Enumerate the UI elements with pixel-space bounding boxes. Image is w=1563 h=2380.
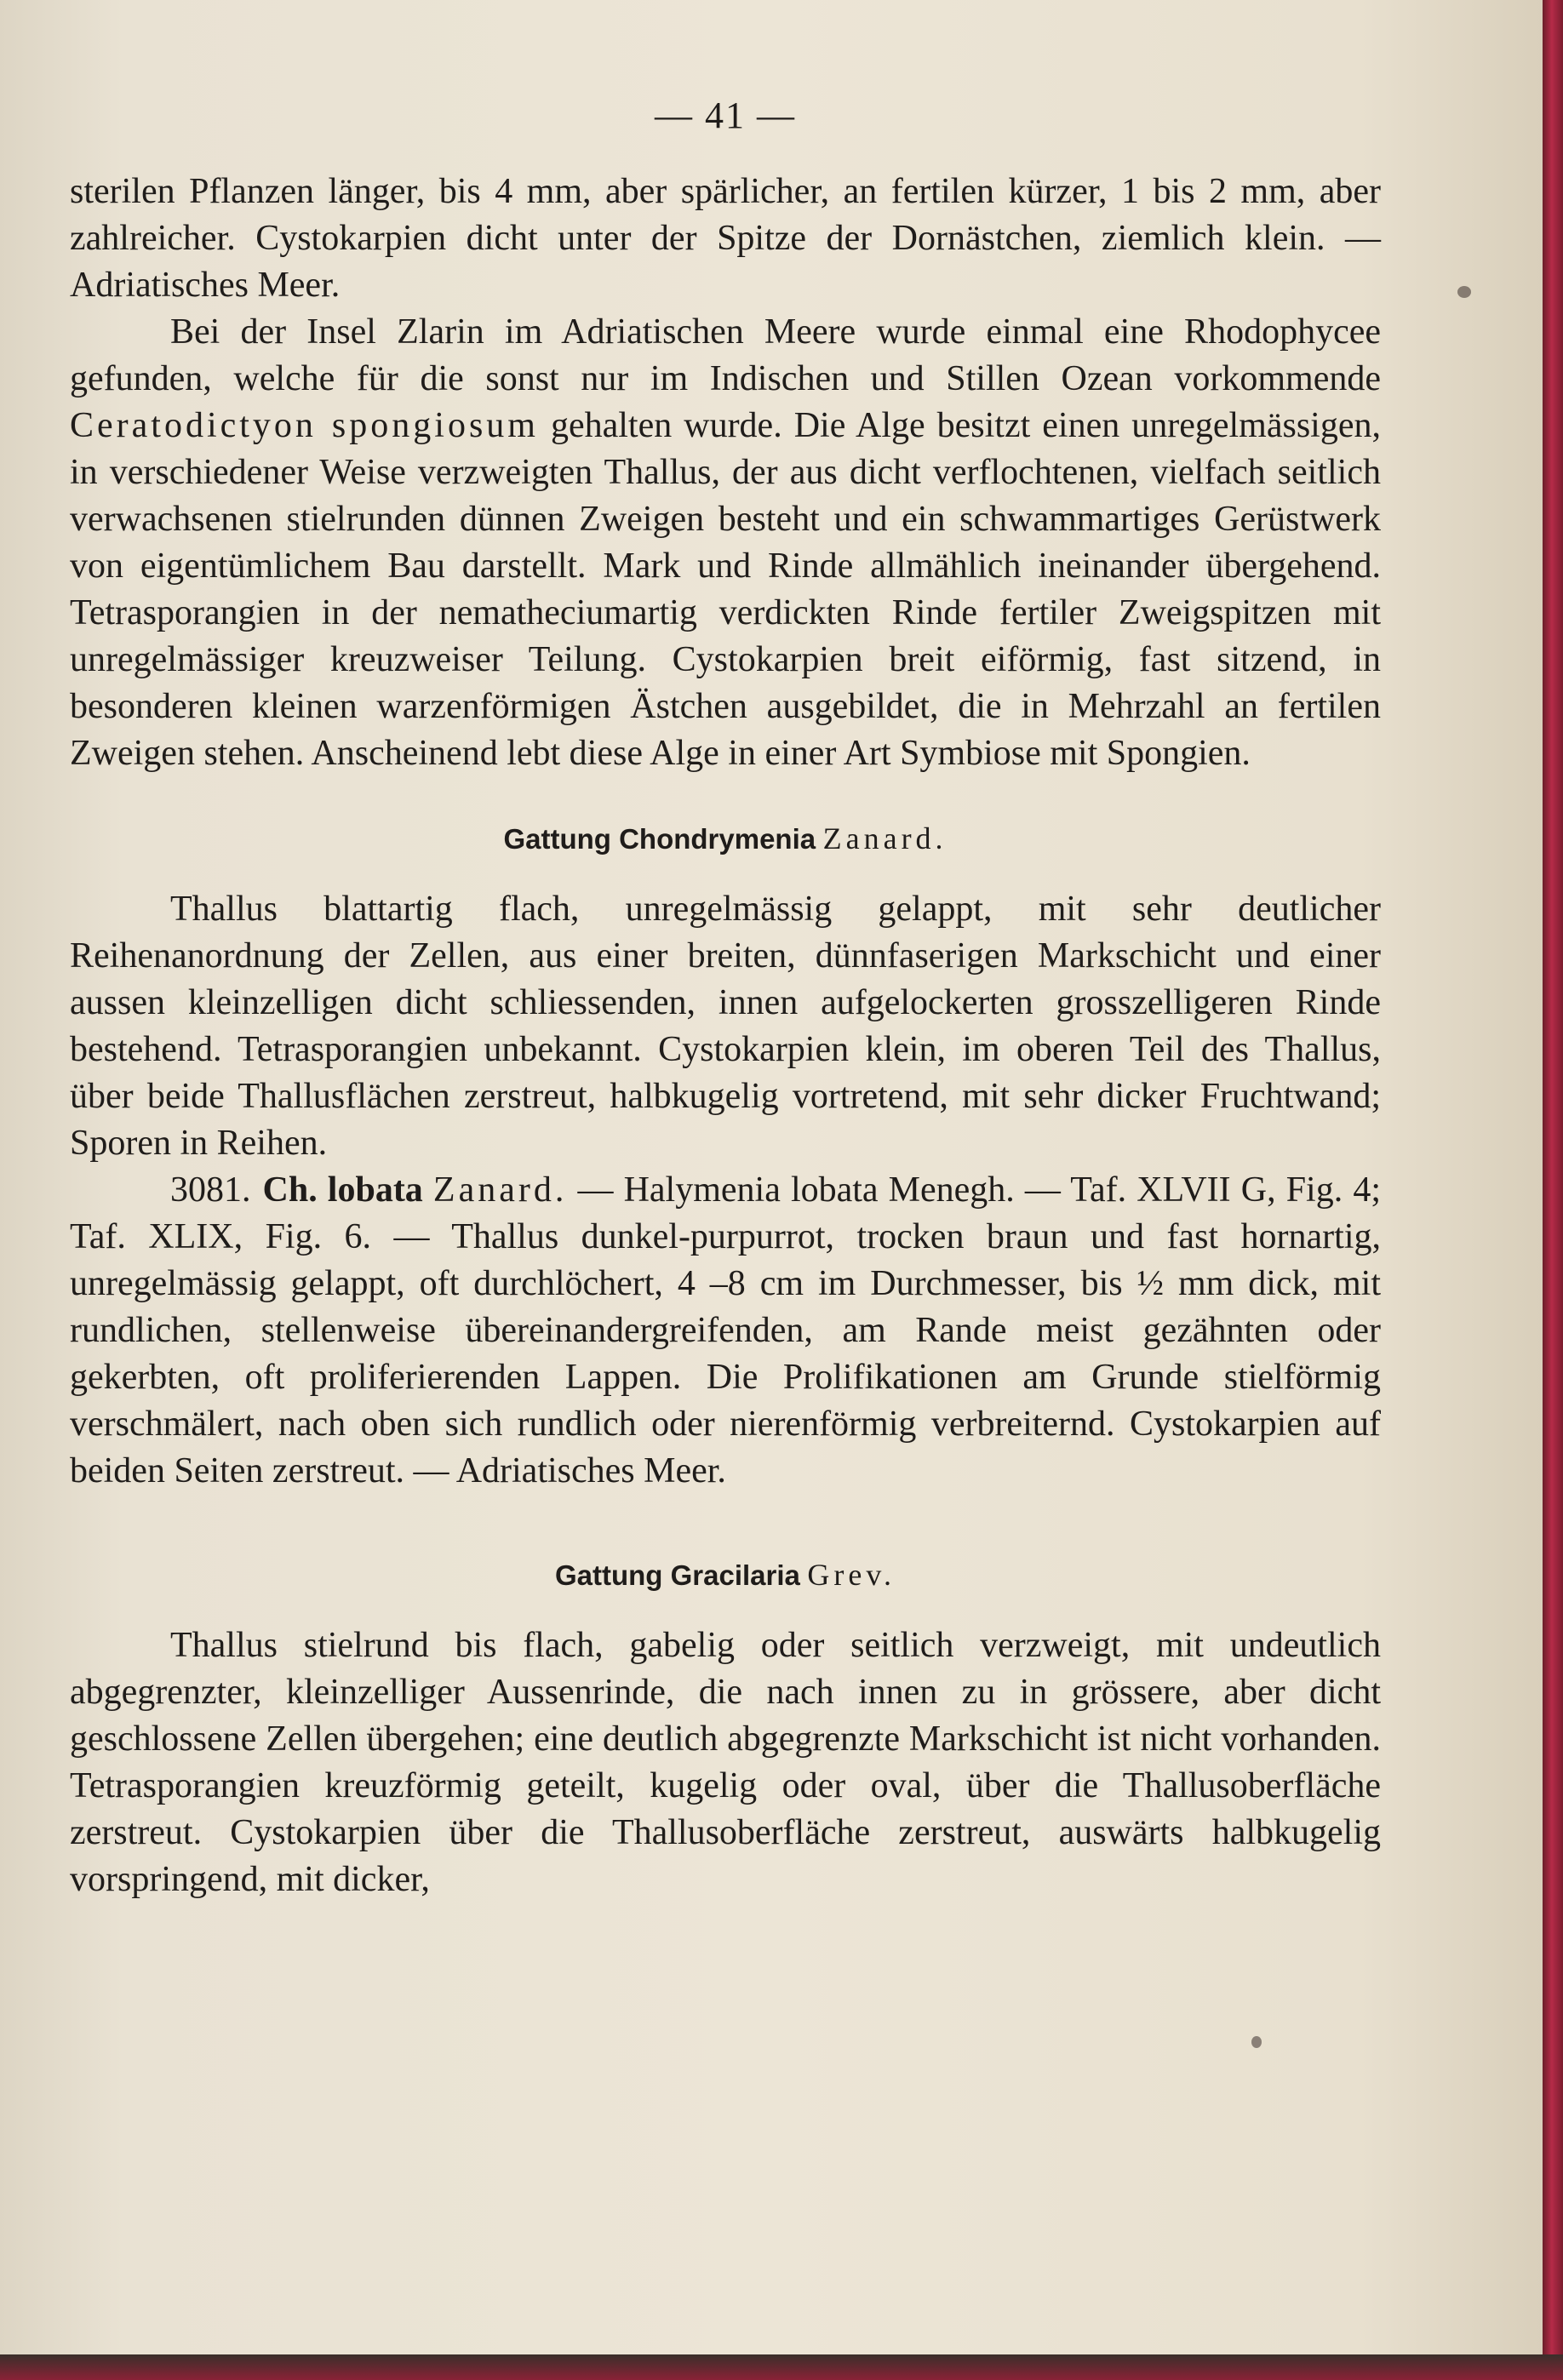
paragraph-text: gehalten wurde. Die Alge besitzt einen unregelmässigen, in verschiedener Weise verzweigten Thallus, der aus dicht verflochtenen, vielfach seitlich verwachsenen stielrunden dünnen Zweigen besteht und ein schwammartiges Gerüstwerk von eigentümlichem Bau darstellt. Mark und Rinde allmählich ineinander übergehend. Tetrasporangien in der nematheciumartig verdickten Rinde fertiler Zweigspitzen mit unregelmässiger kreuzweiser Teilung. Cystokarpien breit eiförmig, fast sitzend, in besonderen kleinen warzenförmigen Ästchen ausgebildet, die in Mehrzahl an fertilen Zweigen stehen. Anscheinend lebt diese Alge in einer Art Symbiose mit Spongien. bbox=[70, 406, 1381, 773]
genus-authority: Zanard. bbox=[822, 821, 948, 855]
paragraph-text: Bei der Insel Zlarin im Adriatischen Meere wurde einmal eine Rhodophycee gefunden, welche für die sonst nur im Indischen und Stillen Ozean vorkommende bbox=[70, 312, 1381, 398]
genus-description-chondrymenia: Thallus blattartig flach, unregelmässig gelappt, mit sehr deutlicher Reihenanordnung der Zellen, aus einer breiten, dünnfaserigen Markschicht und einer aussen kleinzelligen dicht schliessenden, innen aufgelockerten grosszelligeren Rinde bestehend. Tetrasporangien unbekannt. Cystokarpien klein, im oberen Teil des Thallus, über beide Thallusflächen zerstreut, halbkugelig vortretend, mit sehr dicker Fruchtwand; Sporen in Reihen. bbox=[70, 890, 1381, 1163]
section-heading-chondrymenia bbox=[70, 818, 1381, 861]
species-authority: Zanard. bbox=[432, 1170, 568, 1210]
page-content bbox=[70, 94, 1381, 1903]
section-heading-gracilaria bbox=[70, 1554, 1381, 1597]
genus-authority: Grev. bbox=[807, 1558, 896, 1592]
genus-heading: Gattung Gracilaria bbox=[554, 1559, 800, 1591]
paragraph-ceratodictyon bbox=[70, 309, 1381, 777]
page-number: — 41 — bbox=[655, 94, 796, 136]
ink-spot bbox=[1457, 286, 1471, 298]
species-name-spaced: Ceratodictyon spongiosum bbox=[70, 406, 539, 445]
book-edge-bottom bbox=[0, 2354, 1563, 2380]
genus-description-gracilaria: Thallus stielrund bis flach, gabelig oder seitlich verzweigt, mit undeutlich abgegrenzter, kleinzelliger Aussenrinde, die nach innen zu in grössere, aber dicht geschlossene Zellen übergehen; eine deutlich abgegrenzte Markschicht ist nicht vorhanden. Tetrasporangien kreuzförmig geteilt, kugelig oder oval, über die Thallusoberfläche zerstreut. Cystokarpien über die Thallusoberfläche zerstreut, auswärts halbkugelig vorspringend, mit dicker, bbox=[70, 1626, 1381, 1899]
book-edge-right bbox=[1543, 0, 1563, 2380]
species-number: 3081. bbox=[170, 1170, 251, 1210]
species-name: Ch. lobata bbox=[262, 1170, 423, 1210]
species-entry-3081 bbox=[70, 1167, 1381, 1495]
genus-heading: Gattung Chondrymenia bbox=[503, 823, 816, 855]
ink-spot bbox=[1251, 2036, 1262, 2048]
paragraph-continuation: sterilen Pflanzen länger, bis 4 mm, aber spärlicher, an fertilen kürzer, 1 bis 2 mm, aber zahlreicher. Cystokarpien dicht unter der Spitze der Dornästchen, ziemlich klein. — Adriatisches Meer. bbox=[70, 172, 1381, 305]
species-description: — Halymenia lobata Menegh. — Taf. XLVII G, Fig. 4; Taf. XLIX, Fig. 6. — Thallus dunkel-purpurrot, trocken braun und fast hornartig, unregelmässig gelappt, oft durchlöchert, 4 –8 cm im Durchmesser, bis ½ mm dick, mit rundlichen, stellenweise übereinandergreifenden, am Rande meist gezähnten oder gekerbten, oft proliferierenden Lappen. Die Prolifikationen am Grunde stielförmig verschmälert, nach oben sich rundlich oder nierenförmig verbreiternd. Cystokarpien auf beiden Seiten zerstreut. — Adriatisches Meer. bbox=[70, 1170, 1381, 1490]
